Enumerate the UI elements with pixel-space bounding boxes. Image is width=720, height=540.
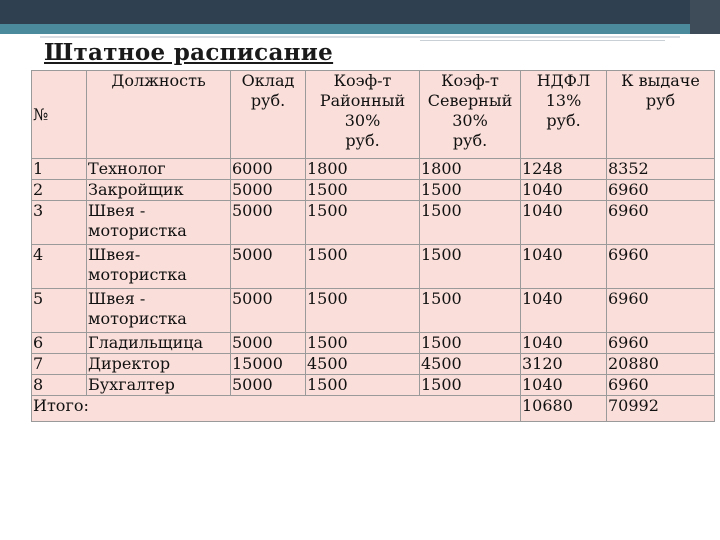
- row-north-coef: 1500: [420, 245, 521, 289]
- row-number: 8: [32, 375, 87, 396]
- row-position: [87, 159, 231, 180]
- row-district-coef: 1500: [306, 245, 420, 289]
- row-position: [87, 354, 231, 375]
- row-payout: 6960: [607, 289, 715, 333]
- table-row: [32, 333, 715, 354]
- position-line: Технолог: [88, 159, 166, 178]
- slide-rule-short: [420, 40, 665, 41]
- header-north-coef: [420, 71, 521, 159]
- table-row: [32, 159, 715, 180]
- row-district-coef: 1500: [306, 201, 420, 245]
- header-line: руб.: [250, 91, 286, 110]
- header-lines: [232, 71, 304, 111]
- header-line: №: [33, 104, 49, 124]
- row-ndfl: 1040: [521, 201, 607, 245]
- header-line: Коэф-т: [441, 71, 499, 90]
- row-position: [87, 245, 231, 289]
- total-ndfl: 10680: [521, 396, 607, 422]
- header-line: Должность: [111, 71, 206, 90]
- header-line: 13%: [545, 91, 582, 110]
- total-label: Итого:: [32, 396, 521, 422]
- row-number: 5: [32, 289, 87, 333]
- row-district-coef: 1800: [306, 159, 420, 180]
- position-line: Швея-: [88, 245, 141, 264]
- row-number: 4: [32, 245, 87, 289]
- row-ndfl: 1040: [521, 289, 607, 333]
- row-north-coef: 1500: [420, 289, 521, 333]
- row-salary: 5000: [231, 375, 306, 396]
- header-salary: [231, 71, 306, 159]
- table-row: [32, 375, 715, 396]
- row-salary: 5000: [231, 180, 306, 201]
- position-line: Бухгалтер: [88, 375, 175, 394]
- slide-corner-block: [690, 0, 720, 34]
- row-payout: 6960: [607, 375, 715, 396]
- position-line: мотористка: [88, 265, 187, 284]
- header-number: [32, 71, 87, 159]
- slide-rule: [40, 36, 680, 38]
- header-lines: [522, 71, 605, 131]
- row-ndfl: 1040: [521, 180, 607, 201]
- header-line: Оклад: [241, 71, 295, 90]
- row-payout: 20880: [607, 354, 715, 375]
- row-salary: 5000: [231, 245, 306, 289]
- header-ndfl: [521, 71, 607, 159]
- total-payout: 70992: [607, 396, 715, 422]
- row-number: 7: [32, 354, 87, 375]
- header-lines: [307, 71, 418, 151]
- row-ndfl: 1248: [521, 159, 607, 180]
- table-row: [32, 180, 715, 201]
- row-payout: 8352: [607, 159, 715, 180]
- page-title: Штатное расписание: [44, 39, 334, 66]
- header-line: Районный: [319, 91, 406, 110]
- position-line: Директор: [88, 354, 171, 373]
- table-row: [32, 289, 715, 333]
- row-ndfl: 1040: [521, 333, 607, 354]
- row-position: [87, 333, 231, 354]
- row-salary: 5000: [231, 289, 306, 333]
- header-line: К выдаче: [621, 71, 700, 90]
- header-position: [87, 71, 231, 159]
- row-district-coef: 1500: [306, 375, 420, 396]
- row-payout: 6960: [607, 245, 715, 289]
- row-number: 6: [32, 333, 87, 354]
- header-line: 30%: [452, 111, 488, 130]
- header-line: руб: [645, 91, 676, 110]
- row-north-coef: 1800: [420, 159, 521, 180]
- slide-header-bar: [0, 0, 720, 24]
- row-district-coef: 1500: [306, 289, 420, 333]
- row-north-coef: 1500: [420, 201, 521, 245]
- header-lines: [421, 71, 519, 151]
- table-row: [32, 201, 715, 245]
- row-payout: 6960: [607, 180, 715, 201]
- table-row: [32, 354, 715, 375]
- position-line: мотористка: [88, 309, 187, 328]
- header-line: Северный: [427, 91, 513, 110]
- row-district-coef: 1500: [306, 333, 420, 354]
- header-line: руб.: [546, 111, 581, 130]
- row-position: [87, 375, 231, 396]
- row-north-coef: 1500: [420, 333, 521, 354]
- row-position: [87, 201, 231, 245]
- slide-accent-bar: [0, 24, 690, 34]
- header-row: [32, 71, 715, 159]
- row-north-coef: 1500: [420, 375, 521, 396]
- row-number: 3: [32, 201, 87, 245]
- position-line: Закройщик: [88, 180, 184, 199]
- position-line: Швея -: [88, 201, 146, 220]
- row-ndfl: 1040: [521, 375, 607, 396]
- row-district-coef: 1500: [306, 180, 420, 201]
- staff-table: [31, 70, 715, 422]
- header-line: 30%: [344, 111, 381, 130]
- header-lines: [33, 105, 85, 125]
- row-number: 1: [32, 159, 87, 180]
- row-north-coef: 4500: [420, 354, 521, 375]
- header-line: Коэф-т: [333, 71, 392, 90]
- row-district-coef: 4500: [306, 354, 420, 375]
- row-salary: 6000: [231, 159, 306, 180]
- row-payout: 6960: [607, 333, 715, 354]
- header-line: руб.: [345, 131, 380, 150]
- row-ndfl: 3120: [521, 354, 607, 375]
- position-line: мотористка: [88, 221, 187, 240]
- row-number: 2: [32, 180, 87, 201]
- row-salary: 5000: [231, 201, 306, 245]
- table-row: [32, 245, 715, 289]
- header-payout: [607, 71, 715, 159]
- row-payout: 6960: [607, 201, 715, 245]
- header-lines: [88, 71, 229, 91]
- header-district-coef: [306, 71, 420, 159]
- position-line: Гладильщица: [88, 333, 204, 352]
- total-row: [32, 396, 715, 422]
- row-position: [87, 289, 231, 333]
- row-salary: 5000: [231, 333, 306, 354]
- header-lines: [608, 71, 713, 111]
- header-line: руб.: [452, 131, 488, 150]
- row-salary: 15000: [231, 354, 306, 375]
- row-position: [87, 180, 231, 201]
- row-ndfl: 1040: [521, 245, 607, 289]
- header-line: НДФЛ: [536, 71, 591, 90]
- position-line: Швея -: [88, 289, 146, 308]
- row-north-coef: 1500: [420, 180, 521, 201]
